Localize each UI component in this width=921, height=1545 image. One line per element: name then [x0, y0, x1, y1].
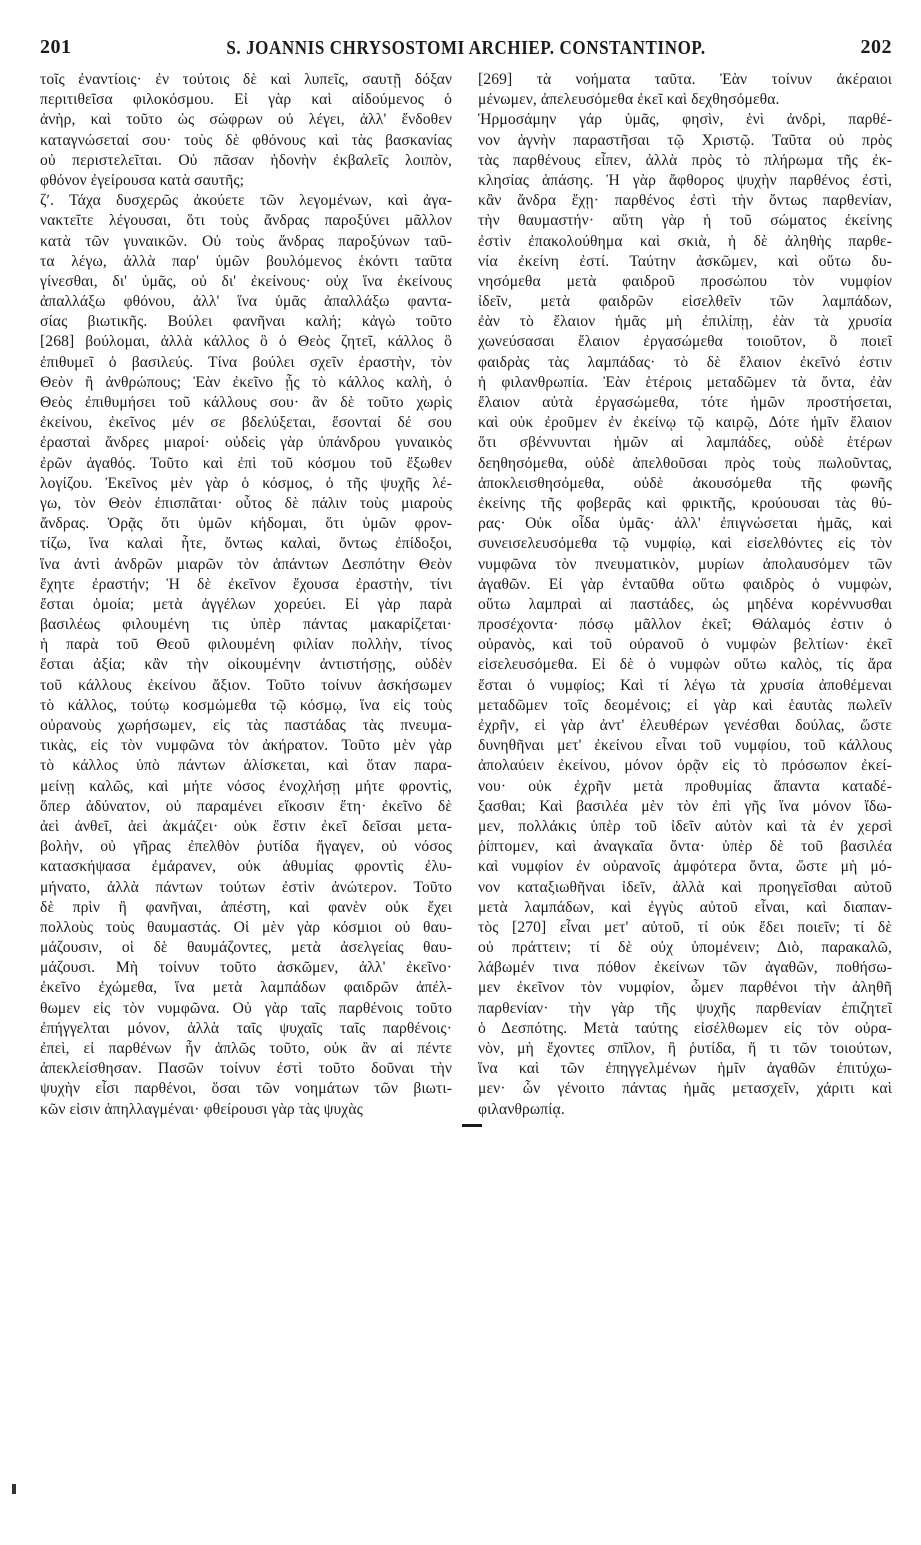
text-line: ἐρασταὶ ἄνδρες μιαροί· οὐδεὶς γὰρ ὑπάνδρου γυναικὸς: [40, 434, 452, 452]
text-line: ἐπεὶ, εἰ παρθένων ἦν ἁπλῶς τοῦτο, οὐκ ἂν αἱ πέντε: [40, 1040, 452, 1057]
text-line: ἄνδρας. Ὁρᾷς ὅτι ὑμῶν κήδομαι, ὅτι ὑμῶν φρον-: [40, 515, 452, 533]
text-line: ἡ φιλανθρωπία. Ἐὰν ἑτέροις μεταδῶμεν τὰ ὄντα, ἐὰν: [478, 373, 892, 391]
text-line: μάζουσι. Μὴ τοίνυν τοῦτο ἀσκῶμεν, ἀλλ' ἐκεῖνο·: [40, 959, 452, 977]
text-line: τικὰς, εἰς τὸν νυμφῶνα τὸν ἀκήρατον. Τοῦτο μὲν γὰρ: [40, 737, 452, 755]
text-line: καταγνώσεταί σου· τοὺς δὲ φθόνους καὶ τὰς βασκανίας: [40, 131, 452, 149]
text-line: φιλανθρωπίᾳ.: [478, 1100, 565, 1118]
text-line: οὐρανοὺς χωρήσωμεν, εἰς τὰς παστάδας τὰς πνευμα-: [40, 717, 452, 734]
text-line: κλησίας ἁπάσης. Ἡ γὰρ ἄφθορος ψυχὴν παρθένος ἐστὶ,: [478, 171, 892, 189]
text-line: δὲ πρὶν ἢ φανῆναι, ἀπέστη, καὶ φανὲν οὐκ ἔχει: [40, 898, 452, 916]
text-line: καὶ οὐκ ἐροῦμεν ἐν ἐκείνῳ τῷ καιρῷ, Δότε ἡμῖν ἔλαιον: [478, 414, 892, 432]
text-line: σίας βιωτικῆς. Βούλει φανῆναι καλή; κἀγὼ τοῦτο: [40, 313, 452, 331]
text-line: μείνῃ καλῶς, καὶ μήτε νόσος ἐνοχλήσῃ μήτε φροντὶς,: [40, 777, 452, 795]
text-line: ψυχὴν εἶσι παρθένοι, ὅσαι τῶν νοημάτων τῶν βιωτι-: [40, 1080, 452, 1098]
end-rule: [462, 1124, 482, 1127]
text-line: τὸ κάλλος, τούτῳ κοσμώμεθα τῷ κόσμῳ, ἵνα εἰς τοὺς: [40, 696, 452, 714]
text-line: τα λέγω, ἀλλὰ παρ' ὑμῶν βουλόμενος ἑκόντι ταῦτα: [40, 252, 452, 270]
text-line: νὸν, μὴ ἔχοντες σπῖλον, ἢ ῥυτίδα, ἤ τι τῶν τοιούτων,: [478, 1040, 892, 1057]
text-line: ἐπιθυμεῖ ὁ βασιλεύς. Τίνα βούλει σχεῖν ἐραστὴν, τὸν: [40, 353, 452, 371]
text-line: χωνεύσασαι ἔλαιον ἐργασώμεθα τοιοῦτον, ὃ ποιεῖ: [478, 333, 892, 351]
text-line: φαιδρὰς τὰς λαμπάδας· τὸ δὲ ἔλαιον ἐκεῖνό ἐστιν: [478, 353, 892, 371]
text-line: ἐχρῆν, εἰ γὰρ ἀντ' ἐλευθέρων γενέσθαι δούλας, ὥστε: [478, 717, 892, 734]
text-line: οὕτω λαμπραὶ αἱ παστάδες, ὡς μηδένα κορέννυσθαι: [478, 595, 892, 613]
text-line: ὅτι σβέννυνται ἡμῶν αἱ λαμπάδες, οὐδὲ ἑτέρων: [478, 434, 892, 452]
text-line: φθόνον ἐγείρουσα κατὰ σαυτῆς;: [40, 171, 245, 189]
text-line: τὴν θαυμαστήν· αὕτη γὰρ ἡ τοῦ σώματος ἐκείνης: [478, 212, 892, 230]
text-line: ἐκείνου, ἐκεῖνος μέν σε βδελύξεται, ἔσονταί δέ σου: [40, 414, 452, 432]
text-line: ὅπερ ἀδύνατον, οὐ παραμένει εἴκοσιν ἔτη· ἐκεῖνο δὲ: [40, 797, 452, 815]
text-line: ἀπαλλάξω φθόνου, ἀλλ' ἵνα ὑμᾶς ἀπαλλάξω φαντα-: [40, 293, 452, 311]
margin-mark: [12, 1484, 16, 1494]
text-line: ῥίπτομεν, καὶ ἀναγκαῖα ὄντα· ὑπὲρ δὲ τοῦ βασιλέα: [478, 838, 892, 856]
text-line: κῶν εἰσιν ἀπηλλαγμέναι· φθείρουσι γὰρ τὰς ψυχὰς: [40, 1100, 363, 1118]
text-line: τοῦ κάλλους ἐκείνου ἄξιον. Τοῦτο τοίνυν ἀσκήσωμεν: [40, 676, 452, 694]
text-line: ἡ παρὰ τοῦ Θεοῦ φιλουμένη φιλίαν πολλὴν, τίνος: [40, 636, 452, 654]
text-line: τὸς [270] εἶναι μετ' αὐτοῦ, τί οὐκ ἔδει ποιεῖν; τί δὲ: [478, 918, 892, 936]
text-line: εἰσελευσόμεθα. Εἰ δὲ ὁ νυμφὼν οὕτω καλὸς, τίς ἄρα: [478, 656, 892, 674]
text-line: ἵνα καὶ τῶν ἐπηγγελμένων ἡμῖν ἀγαθῶν ἐπιτύχω-: [478, 1060, 892, 1078]
text-line: μεν, πολλάκις ὑπὲρ τοῦ ἰδεῖν αὐτὸν καὶ τὰ ἐν χερσὶ: [478, 817, 892, 835]
text-line: μετὰ λαμπάδων, καὶ ἐγγὺς αὐτοῦ εἶναι, καὶ διαπαν-: [478, 898, 892, 916]
text-line: ἔσται ὁμοία; μετὰ ἀγγέλων χορεύει. Εἰ γὰρ παρὰ: [40, 595, 452, 613]
text-line: ἀεὶ ἀνθεῖ, ἀεὶ ἀκμάζει· οὐκ ἔστιν ἐκεῖ δεῖσαι μετα-: [40, 817, 452, 835]
text-line: βολὴν, οὐ γῆρας ἐπελθὸν ῥυτίδα ἤγαγεν, οὐ νόσος: [40, 838, 452, 856]
text-line: ἔχητε ἐραστήν; Ἡ δὲ ἐκεῖνον ἔχουσα ἐραστὴν, τίνι: [40, 575, 452, 593]
text-line: λάβωμέν τινα πόθον ἐκείνων τῶν ἀγαθῶν, ποθήσω-: [478, 959, 892, 977]
text-line: ἔσται ὁ νυμφίος; Καὶ τί λέγω τὰ χρυσία ἀποθέμεναι: [478, 676, 892, 694]
text-line: μεν ἐκεῖνον τὸν νυμφίον, ὦμεν παρθένοι τὴν ἀληθῆ: [478, 979, 892, 997]
text-line: περιτιθεῖσα φιλοκόσμου. Εἰ γὰρ καὶ αἰδούμενος ὁ: [40, 91, 452, 109]
text-line: μεν· ὧν γένοιτο πάντας ἡμᾶς μετασχεῖν, χάριτι καὶ: [478, 1080, 892, 1098]
text-line: ἐπήγγελται μόνον, ἀλλὰ ταῖς ψυχαῖς ταῖς παρθένοις·: [40, 1019, 452, 1037]
text-line: μάζουσιν, οἱ δὲ θαυμάζοντες, μετὰ ἀσελγείας θαυ-: [40, 939, 452, 957]
text-line: ἰδεῖν, μετὰ φαιδρῶν εἰσελθεῖν τῶν λαμπάδων,: [478, 293, 892, 311]
text-line: τὸ κάλλος ὑπὸ πάντων ἁλίσκεται, καὶ ὅταν παρα-: [40, 757, 452, 775]
text-line: [268] βούλομαι, ἀλλὰ κάλλος ὃ ὁ Θεὸς ζητεῖ, κάλλος ὃ: [40, 333, 452, 351]
text-line: οὐ πράττειν; τί δὲ οὐχ ὑπομένειν; Διὸ, παρακαλῶ,: [478, 939, 892, 957]
text-line: λογίζου. Ἐκεῖνος μὲν γὰρ ὁ κόσμος, ὁ τῆς ψυχῆς λέ-: [40, 474, 452, 492]
text-line: νησόμεθα μετὰ φαιδροῦ προσώπου τὸν νυμφίον: [478, 272, 892, 290]
text-line: θωμεν εἰς τὸν νυμφῶνα. Οὐ γὰρ ταῖς παρθένοις τοῦτο: [40, 999, 452, 1017]
text-line: ἐστὶν ἐπακολούθημα καὶ σκιὰ, ἡ δὲ ἀληθὴς παρθε-: [478, 232, 892, 250]
text-line: κατασκήψασα ἐμάρανεν, οὐκ ἀθυμίας φροντὶς ἐλυ-: [40, 858, 452, 876]
text-line: τὰς παρθένους εἶπεν, ἀλλὰ πρὸς τὸ πλήρωμα τῆς ἐκ-: [478, 151, 892, 169]
running-title: S. JOANNIS CHRYSOSTOMI ARCHIEP. CONSTANTINOP.: [226, 36, 706, 59]
text-line: μένωμεν, ἀπελευσόμεθα ἐκεῖ καὶ δεχθησόμεθα.: [478, 91, 780, 109]
page-number-right: 202: [860, 36, 892, 58]
page-number-left: 201: [40, 36, 72, 58]
text-line: συνεισελευσόμεθα τῷ νυμφίῳ, καὶ εἰσελθόντες εἰς τὸν: [478, 535, 892, 553]
text-line: νυμφῶνα τὸν πνευματικὸν, μυρίων ἀπολαυσόμεν τῶν: [478, 555, 892, 573]
text-line: οὐρανὸς, καὶ τοῦ οὐρανοῦ ὁ νυμφὼν βελτίων· ἐκεῖ: [478, 636, 892, 654]
text-line: ἐκεῖνο ἐχώμεθα, ἵνα μετὰ λαμπάδων φαιδρῶν ἀπέλ-: [40, 979, 452, 997]
text-line: Θεὸν ἢ ἀνθρώπους; Ἐὰν ἐκεῖνο ᾖς τὸ κάλλος καλὴ, ὁ: [40, 373, 452, 391]
text-line: βασιλέως φιλουμένη τις ὑπὲρ πάντας μακαρίζεται·: [40, 616, 452, 634]
text-line: δυνηθῆναι μετ' ἐκείνου εἶναι τοῦ νυμφίου, τοῦ κάλλους: [478, 737, 892, 755]
text-line: τίζω, ἵνα καλαὶ ἦτε, ὄντως καλαὶ, ὄντως ἐπίδοξοι,: [40, 535, 452, 553]
text-line: γω, τὸν Θεὸν ἐπισπᾶται· οὗτος δὲ πάλιν τοὺς μιαροὺς: [40, 494, 452, 512]
text-line: νακτεῖτε λέγουσαι, ὅτι τοὺς ἄνδρας παροξύνει μᾶλλον: [40, 212, 452, 230]
text-line: κατὰ τῶν γυναικῶν. Οὐ τοὺς ἄνδρας παροξύνων ταῦ-: [40, 232, 452, 250]
text-line: ἀνὴρ, καὶ τοῦτο ὡς σώφρων οὐ λέγει, ἀλλ' ἔνδοθεν: [40, 111, 452, 129]
text-line: Θεὸς ἐπιθυμήσει τοῦ κάλλους σου· ἂν δὲ τοῦτο χωρὶς: [40, 394, 452, 411]
text-line: πολλοὺς τοὺς θαυμαστάς. Οἱ μὲν γὰρ κόσμιοι οὐ θαυ-: [40, 918, 452, 936]
text-line: νία ἐκείνη ἐστί. Ταύτην ἀσκῶμεν, καὶ οὕτω δυ-: [478, 252, 892, 270]
text-line: ἀπολαύειν ἐκείνου, μόνον ὁρᾷν εἰς τὸ πρόσωπον ἐκεί-: [478, 757, 892, 775]
text-line: ἐὰν τὸ ἔλαιον ἡμᾶς μὴ ἐπιλίπῃ, ἐὰν τὰ χρυσία: [478, 313, 892, 331]
running-head: [40, 36, 892, 62]
text-line: τοῖς ἐναντίοις· ἐν τούτοις δὲ καὶ λυπεῖς, σαυτῇ δόξαν: [40, 71, 452, 88]
text-line: μήνατο, ἀλλὰ πάντων τούτων ἐστὶν ἀνώτερον. Τοῦτο: [40, 878, 452, 896]
text-line: νου· οὐκ ἐχρῆν μετὰ προθυμίας ἅπαντα καταδέ-: [478, 777, 892, 795]
text-line: καὶ νυμφίον ἐν οὐρανοῖς ἀμφότερα ὄντα, ὥστε μὴ μό-: [478, 858, 892, 876]
text-line: δεηθησόμεθα, οὐδὲ ἀπελθοῦσαι πρὸς τοὺς πωλοῦντας,: [478, 454, 892, 472]
text-line: γίνεσθαι, δι' ὑμᾶς, οὐ δι' ἐκείνους· οὐχ ἵνα ἐκείνους: [40, 272, 452, 290]
text-line: νον ἁγνὴν παραστῆσαι τῷ Χριστῷ. Ταῦτα οὐ πρὸς: [478, 131, 892, 149]
text-line: ἀπεκλείσθησαν. Πασῶν τοίνυν ἐστὶ τοῦτο δοῦναι τὴν: [40, 1060, 452, 1078]
text-line: ἵνα ἀντὶ ἀνδρῶν μιαρῶν τὸν ἁπάντων Δεσπότην Θεὸν: [40, 555, 452, 573]
text-line: Ἡρμοσάμην γάρ ὑμᾶς, φησὶν, ἑνὶ ἀνδρὶ, παρθέ-: [478, 111, 892, 129]
text-line: προσέχοντα· πόσῳ μᾶλλον ἐκεῖ; Θάλαμός ἐστιν ὁ: [478, 616, 892, 634]
text-line: παρθενίαν· τὴν γὰρ τῆς ψυχῆς παρθενίαν ἐπιζητεῖ: [478, 999, 892, 1017]
text-line: ἔσται ἀξία; κἂν τὴν οἰκουμένην ἀντιστήσῃς, οὐδὲν: [40, 656, 452, 674]
text-line: ἐκείνης τῆς φοβερᾶς καὶ φρικτῆς, κρούουσαι τὰς θύ-: [478, 494, 892, 512]
text-line: ἐρῶν ἀγαθός. Τοῦτο καὶ ἐπὶ τοῦ κόσμου τοῦ ἔξωθεν: [40, 454, 452, 472]
text-line: νον καταξιωθῆναι ἰδεῖν, ἀλλὰ καὶ προηγεῖσθαι αὐτοῦ: [478, 878, 892, 896]
text-line: [269] τὰ νοήματα ταῦτα. Ἐὰν τοίνυν ἀκέραιοι: [478, 71, 892, 88]
text-line: ἀποκλεισθησόμεθα, οὐδὲ ἀκουσόμεθα τῆς φωνῆς: [478, 474, 892, 492]
text-line: οὐ περιστελεῖται. Οὐ πᾶσαν ἡδονὴν ἐκβαλεῖς λοιπὸν,: [40, 151, 452, 169]
text-line: ἀγαθῶν. Εἰ γὰρ ἐνταῦθα οὕτω φαιδρὸς ὁ νυμφὼν,: [478, 575, 892, 593]
left-column: [40, 70, 452, 1120]
text-line: κἂν ἄνδρα ἔχῃ· παρθένος ἐστὶ τὴν ὄντως παρθενίαν,: [478, 192, 892, 210]
text-line: ρας· Οὐκ οἶδα ὑμᾶς· ἀλλ' ἐπιγνώσεται ἡμᾶς, καὶ: [478, 515, 892, 533]
text-line: ζʹ. Τάχα δυσχερῶς ἀκούετε τῶν λεγομένων, καὶ ἀγα-: [40, 192, 452, 210]
text-line: ξασθαι; Καὶ βασιλέα μὲν τὸν ἐπὶ γῆς ἵνα μόνον ἴδω-: [478, 797, 892, 815]
text-line: ὁ Δεσπότης. Μετὰ ταύτης εἰσέλθωμεν εἰς τὸν οὐρα-: [478, 1019, 892, 1037]
right-column: [478, 70, 892, 1120]
text-line: ἔλαιον αὐτὰ ἐργασώμεθα, τότε ἡμῶν προστήσεται,: [478, 394, 892, 411]
text-line: μεταδῶμεν τοῖς δεομένοις; εἰ γὰρ καὶ ἑαυτὰς πωλεῖν: [478, 696, 892, 714]
